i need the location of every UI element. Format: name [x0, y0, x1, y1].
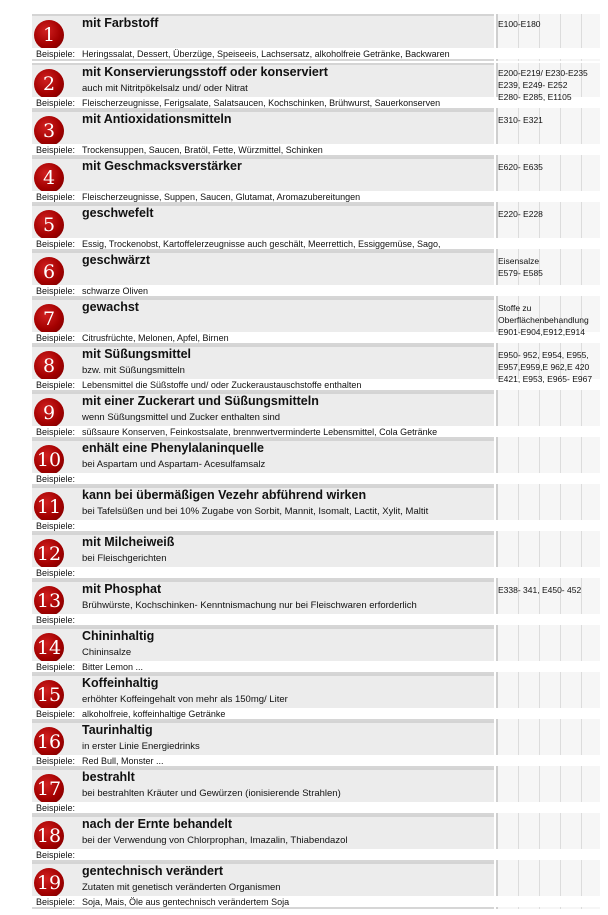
examples-label: Beispiele:: [36, 380, 76, 390]
entry-subtitle: bei Tafelsüßen und bei 10% Zugabe von Sorbit, Mannit, Isomalt, Lactit, Xylit, Maltit: [82, 506, 429, 517]
code-line: Oberflächenbehandlung: [498, 315, 589, 325]
entry-subtitle: bei Fleischgerichten: [82, 553, 167, 564]
e-number-codes: [498, 255, 598, 279]
number-badge: 19: [34, 868, 64, 898]
code-line: E421, E953, E965- E967: [498, 374, 593, 384]
examples-text: Trockensuppen, Saucen, Bratöl, Fette, Würzmittel, Schinken: [82, 145, 323, 155]
examples-row: [32, 473, 600, 484]
code-line: E620- E635: [498, 162, 543, 172]
entry-title: mit Phosphat: [82, 582, 162, 596]
examples-label: Beispiele:: [36, 850, 76, 860]
additive-entry: [32, 721, 600, 768]
additive-entry: [32, 580, 600, 627]
examples-row: [32, 802, 600, 813]
code-line: E338- 341, E450- 452: [498, 585, 582, 595]
entry-title: mit Milcheiweiß: [82, 535, 175, 549]
code-line: Eisensalze: [498, 256, 540, 266]
code-line: E950- 952, E954, E955,: [498, 350, 589, 360]
examples-label: Beispiele:: [36, 239, 76, 249]
e-number-codes: [498, 208, 598, 220]
entry-title: mit Geschmacksverstärker: [82, 159, 242, 173]
number-badge: 3: [34, 116, 64, 146]
examples-label: Beispiele:: [36, 897, 76, 907]
examples-label: Beispiele:: [36, 427, 76, 437]
code-line: E310- E321: [498, 115, 543, 125]
examples-text: Fleischerzeugnisse, Suppen, Saucen, Glutamat, Aromazubereitungen: [82, 192, 361, 202]
entry-subtitle: bzw. mit Süßungsmitteln: [82, 365, 185, 376]
entry-title: kann bei übermäßigen Vezehr abführend wirken: [82, 488, 367, 502]
number-badge: 17: [34, 774, 64, 804]
number-badge: 7: [34, 304, 64, 334]
examples-label: Beispiele:: [36, 521, 76, 531]
entry-title: gewachst: [82, 300, 139, 314]
additive-entry: [32, 815, 600, 862]
additive-entry: [32, 204, 600, 251]
examples-text: Soja, Mais, Öle aus gentechnisch verändertem Soja: [82, 897, 290, 907]
additive-entry: [32, 533, 600, 580]
examples-row: [32, 567, 600, 578]
code-line: E100-E180: [498, 19, 541, 29]
number-badge: 12: [34, 539, 64, 569]
examples-text: Red Bull, Monster ...: [82, 756, 164, 766]
entry-title: Chininhaltig: [82, 629, 155, 643]
entry-title: mit Antioxidationsmitteln: [82, 112, 232, 126]
additive-entry: [32, 768, 600, 815]
additive-entry: [32, 14, 600, 61]
number-badge: 14: [34, 633, 64, 663]
entry-title: Taurinhaltig: [82, 723, 153, 737]
entry-subtitle: wenn Süßungsmittel und Zucker enthalten sind: [82, 412, 281, 423]
additive-entry: [32, 862, 600, 909]
code-line: E579- E585: [498, 268, 543, 278]
number-badge: 8: [34, 351, 64, 381]
additive-entry: [32, 674, 600, 721]
entry-title: mit einer Zuckerart und Süßungsmitteln: [82, 394, 319, 408]
number-badge: 1: [34, 20, 64, 50]
number-badge: 15: [34, 680, 64, 710]
examples-row: [32, 849, 600, 860]
entry-subtitle: in erster Linie Energiedrinks: [82, 741, 200, 752]
examples-label: Beispiele:: [36, 615, 76, 625]
entry-title: geschwärzt: [82, 253, 151, 267]
entry-title: mit Farbstoff: [82, 16, 159, 30]
number-badge: 4: [34, 163, 64, 193]
entry-subtitle: erhöhter Koffeingehalt von mehr als 150mg/ Liter: [82, 694, 288, 705]
entry-subtitle: bei Aspartam und Aspartam- Acesulfamsalz: [82, 459, 266, 470]
examples-label: Beispiele:: [36, 474, 76, 484]
examples-label: Beispiele:: [36, 568, 76, 578]
examples-text: alkoholfreie, koffeinhaltige Getränke: [82, 709, 226, 719]
entry-subtitle: Chininsalze: [82, 647, 132, 658]
e-number-codes: [498, 18, 598, 30]
e-number-codes: [498, 584, 598, 596]
entry-title: gentechnisch verändert: [82, 864, 224, 878]
additive-entry: [32, 439, 600, 486]
entry-title: nach der Ernte behandelt: [82, 817, 233, 831]
examples-label: Beispiele:: [36, 98, 76, 108]
additive-entry: [32, 251, 600, 298]
examples-text: Bitter Lemon ...: [82, 662, 144, 672]
number-badge: 18: [34, 821, 64, 851]
e-number-codes: [498, 349, 598, 385]
entry-title: mit Süßungsmittel: [82, 347, 192, 361]
entry-subtitle: Zutaten mit genetisch veränderten Organismen: [82, 882, 281, 893]
number-badge: 9: [34, 398, 64, 428]
number-badge: 6: [34, 257, 64, 287]
entry-subtitle: bei der Verwendung von Chlorprophan, Imazalin, Thiabendazol: [82, 835, 348, 846]
examples-text: Citrusfrüchte, Melonen, Apfel, Birnen: [82, 333, 229, 343]
e-number-codes: [498, 302, 598, 338]
examples-row: [32, 520, 600, 531]
number-badge: 10: [34, 445, 64, 475]
entry-subtitle: auch mit Nitritpökelsalz und/ oder Nitrat: [82, 83, 248, 94]
code-line: E200-E219/ E230-E235: [498, 68, 588, 78]
additive-entry: [32, 110, 600, 157]
entry-title: Koffeinhaltig: [82, 676, 159, 690]
examples-label: Beispiele:: [36, 49, 76, 59]
code-line: E957,E959,E 962,E 420: [498, 362, 590, 372]
entry-title: enhält eine Phenylalaninquelle: [82, 441, 264, 455]
additive-entry: [32, 298, 600, 345]
number-badge: 13: [34, 586, 64, 616]
examples-label: Beispiele:: [36, 286, 76, 296]
code-line: E280- E285, E1105: [498, 92, 572, 102]
examples-text: Heringssalat, Dessert, Überzüge, Speiseeis, Lachsersatz, alkoholfreie Getränke, Backwaren: [82, 49, 450, 59]
e-number-codes: [498, 67, 598, 103]
entry-title: geschwefelt: [82, 206, 154, 220]
number-badge: 11: [34, 492, 64, 522]
e-number-codes: [498, 114, 598, 126]
examples-text: Fleischerzeugnisse, Ferigsalate, Salatsaucen, Kochschinken, Brühwurst, Sauerkonserven: [82, 98, 441, 108]
examples-text: süßsaure Konserven, Feinkostsalate, brennwertverminderte Lebensmittel, Cola Getränke: [82, 427, 438, 437]
examples-label: Beispiele:: [36, 662, 76, 672]
additive-entry: [32, 345, 600, 392]
examples-label: Beispiele:: [36, 192, 76, 202]
entry-title: bestrahlt: [82, 770, 135, 784]
examples-text: Lebensmittel die Süßstoffe und/ oder Zuckeraustauschstoffe enthalten: [82, 380, 362, 390]
examples-row: [32, 614, 600, 625]
e-number-codes: [498, 161, 598, 173]
examples-label: Beispiele:: [36, 333, 76, 343]
examples-label: Beispiele:: [36, 803, 76, 813]
entry-subtitle: bei bestrahlten Kräuter und Gewürzen (ionisierende Strahlen): [82, 788, 341, 799]
additive-entry: [32, 392, 600, 439]
code-line: E239, E249- E252: [498, 80, 568, 90]
examples-text: schwarze Oliven: [82, 286, 149, 296]
additive-entry: [32, 627, 600, 674]
code-line: E901-E904,E912,E914: [498, 327, 585, 337]
code-line: E220- E228: [498, 209, 543, 219]
examples-text: Essig, Trockenobst, Kartoffelerzeugnisse auch geschält, Meerrettich, Essiggemüse, Sago,: [82, 239, 441, 249]
examples-label: Beispiele:: [36, 756, 76, 766]
examples-label: Beispiele:: [36, 145, 76, 155]
additive-entry: [32, 157, 600, 204]
additive-entry: [32, 63, 600, 110]
number-badge: 5: [34, 210, 64, 240]
number-badge: 2: [34, 69, 64, 99]
code-line: Stoffe zu: [498, 303, 532, 313]
entry-subtitle: Brühwürste, Kochschinken- Kenntnismachung nur bei Fleischwaren erforderlich: [82, 600, 417, 611]
entry-title: mit Konservierungsstoff oder konserviert: [82, 65, 328, 79]
number-badge: 16: [34, 727, 64, 757]
additive-entry: [32, 486, 600, 533]
examples-label: Beispiele:: [36, 709, 76, 719]
